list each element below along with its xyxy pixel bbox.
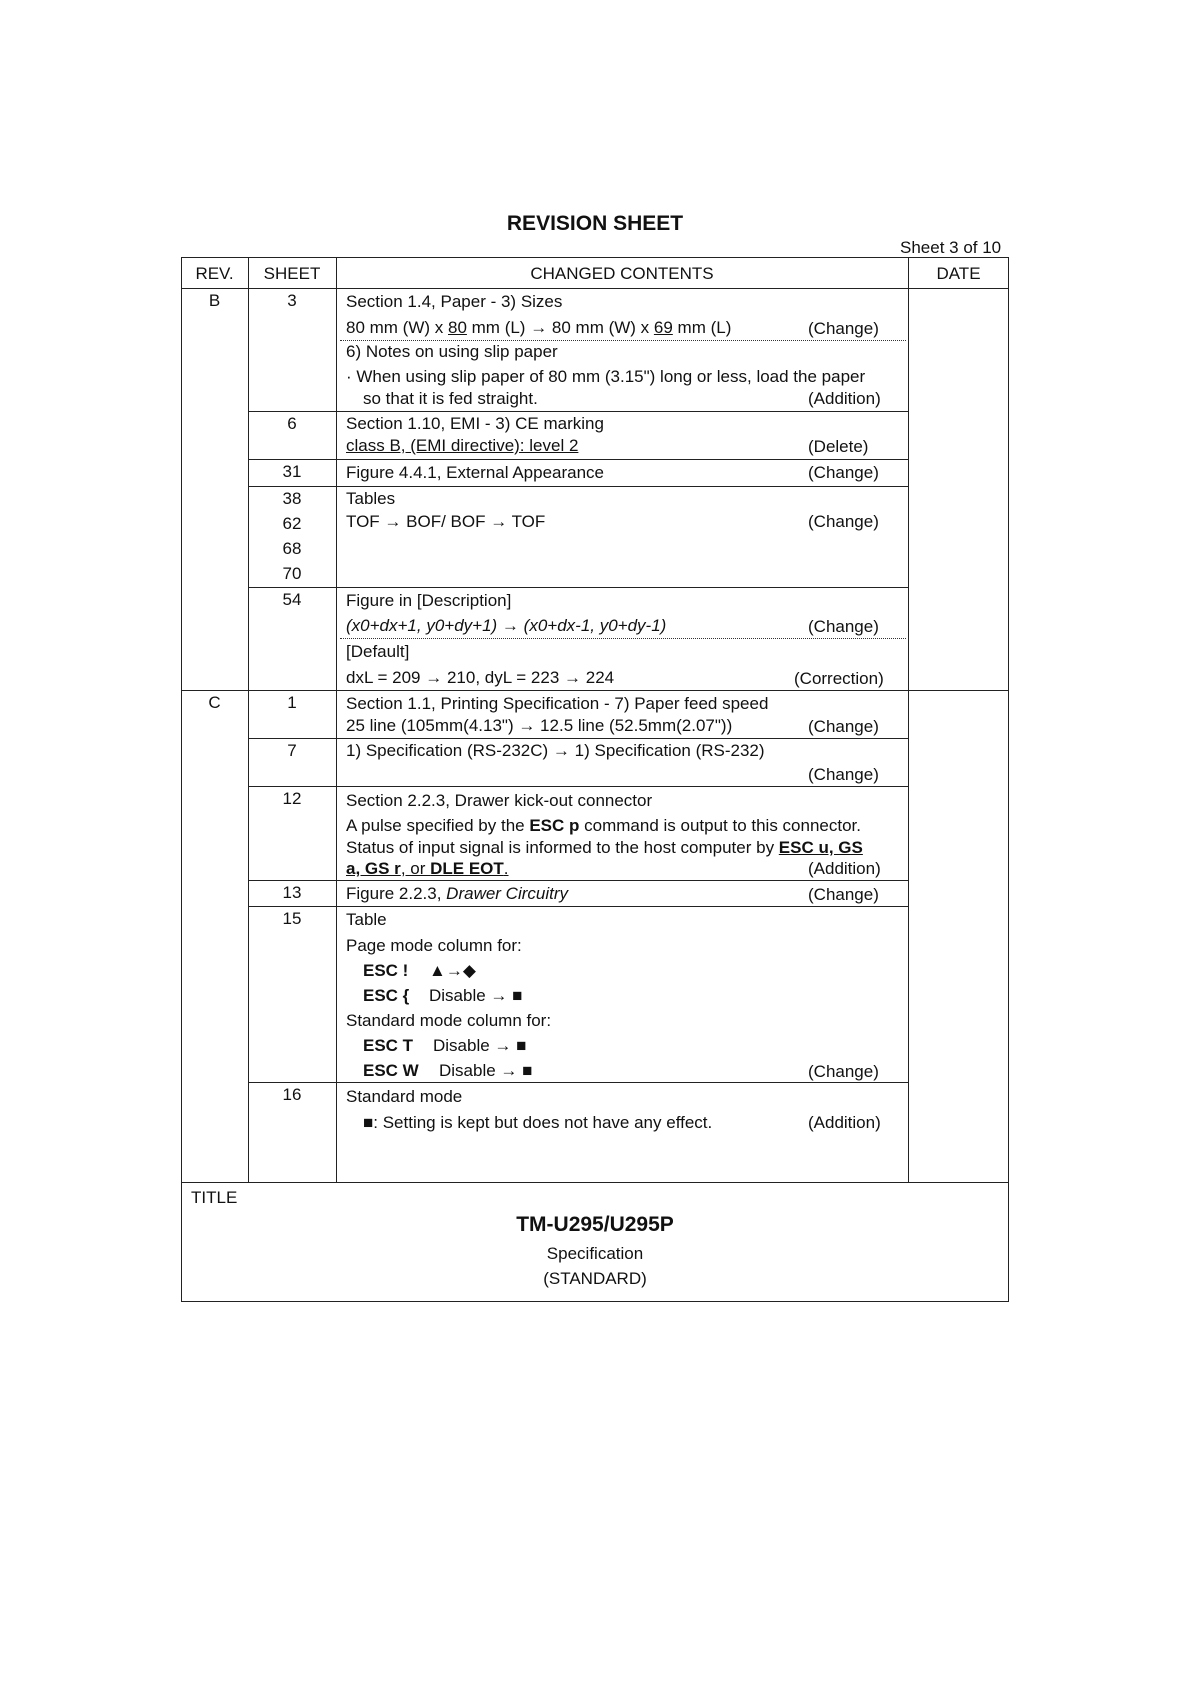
row-rule: [248, 880, 908, 881]
entry-text: [346, 838, 863, 858]
row-rule: [248, 1082, 908, 1083]
entry-text: Disable → ■: [439, 1061, 533, 1080]
entry-text: Standard mode: [346, 1087, 463, 1106]
entry-text: class B, (EMI directive): level 2: [346, 436, 579, 455]
entry-text: 6) Notes on using slip paper: [346, 342, 558, 361]
entry-text: [346, 318, 731, 338]
sheet-number-cell: 6: [287, 414, 297, 433]
entry-text: ▲→◆: [429, 961, 476, 980]
sheet-number-cell: 54: [282, 590, 302, 609]
sheet-number-cell: 3: [287, 291, 297, 310]
row-rule: [248, 738, 908, 739]
entry-text-part: Figure 2.2.3,: [346, 884, 447, 903]
command-name: ESC T: [363, 1036, 414, 1055]
figure-title: Drawer Circuitry: [446, 884, 569, 903]
entry-text: Section 1.4, Paper - 3) Sizes: [346, 292, 563, 311]
change-type-tag: (Addition): [808, 389, 881, 408]
change-type-tag: (Change): [808, 319, 879, 338]
change-type-tag: (Change): [808, 885, 879, 904]
sheet-number-cell: 7: [287, 741, 297, 760]
entry-text: TOF → BOF/ BOF → TOF: [346, 512, 546, 531]
rev-label-c: C: [208, 693, 221, 712]
sheet-number-cell: 70: [282, 564, 302, 583]
rev-column-divider: [248, 257, 249, 1182]
command-name: ESC u, GS: [778, 838, 863, 857]
sheet-number-cell: 12: [282, 789, 302, 808]
entry-text-underlined: 80: [448, 318, 467, 337]
model-name: TM-U295/U295P: [516, 1213, 674, 1236]
sheet-number-cell: 1: [287, 693, 297, 712]
sheet-number-cell: 13: [282, 883, 302, 902]
entry-text: (x0+dx+1, y0+dy+1) → (x0+dx-1, y0+dy-1): [346, 616, 667, 635]
revision-rule: [181, 690, 1009, 691]
row-rule: [248, 459, 908, 460]
sheet-column-divider: [336, 257, 337, 1182]
col-header-date: DATE: [936, 264, 981, 283]
entry-text: Section 1.1, Printing Specification - 7) Paper feed speed: [346, 694, 769, 713]
entry-text-part: mm (L) → 80 mm (W) x: [466, 318, 654, 337]
change-type-tag: (Correction): [794, 669, 884, 688]
command-name: ESC {: [363, 986, 410, 1005]
entry-text: Section 2.2.3, Drawer kick-out connector: [346, 791, 653, 810]
row-rule: [248, 486, 908, 487]
title-label: TITLE: [191, 1188, 238, 1207]
command-name: ESC !: [363, 961, 409, 980]
entry-text: · When using slip paper of 80 mm (3.15") long or less, load the paper: [346, 367, 866, 386]
change-type-tag: (Addition): [808, 859, 881, 878]
entry-text-part: A pulse specified by the: [346, 816, 530, 835]
entry-text-part: .: [503, 859, 509, 878]
change-type-tag: (Change): [808, 512, 879, 531]
change-type-tag: (Change): [808, 717, 879, 736]
entry-text: Section 1.10, EMI - 3) CE marking: [346, 414, 604, 433]
entry-text-part: command is output to this connector.: [579, 816, 862, 835]
date-column-divider: [908, 257, 909, 1182]
entry-text: dxL = 209 → 210, dyL = 223 → 224: [346, 668, 615, 687]
document-type: Specification: [546, 1244, 644, 1263]
change-type-tag: (Change): [808, 617, 879, 636]
entry-text: Figure in [Description]: [346, 591, 512, 610]
command-name: ESC p: [529, 816, 580, 835]
row-rule: [248, 786, 908, 787]
change-type-tag: (Addition): [808, 1113, 881, 1132]
col-header-changed-contents: CHANGED CONTENTS: [530, 264, 714, 283]
entry-text: Page mode column for:: [346, 936, 522, 955]
change-type-tag: (Change): [808, 765, 879, 784]
page-title: REVISION SHEET: [506, 212, 684, 235]
row-rule: [248, 411, 908, 412]
entry-text: [346, 816, 861, 836]
row-rule: [248, 906, 908, 907]
entry-text-part: mm (L): [672, 318, 732, 337]
sheet-number: Sheet 3 of 10: [900, 238, 1002, 257]
entry-text: [346, 859, 509, 879]
col-header-rev: REV.: [195, 264, 234, 283]
entry-text: Disable → ■: [433, 1036, 527, 1055]
entry-text: Figure 4.4.1, External Appearance: [346, 463, 604, 482]
entry-text-part: , or: [400, 859, 431, 878]
change-type-tag: (Change): [808, 1062, 879, 1081]
sheet-number-cell: 38: [282, 489, 302, 508]
dotted-separator: [340, 638, 906, 639]
entry-text: ■: Setting is kept but does not have any effect.: [363, 1113, 713, 1132]
entry-text: Disable → ■: [429, 986, 523, 1005]
header-rule: [181, 288, 1009, 289]
dotted-separator: [340, 340, 906, 341]
entry-text: [Default]: [346, 642, 410, 661]
sheet-number-cell: 62: [282, 514, 302, 533]
sheet-number-cell: 16: [282, 1085, 302, 1104]
entry-text: [346, 884, 568, 904]
row-rule: [248, 587, 908, 588]
sheet-number-cell: 31: [282, 462, 302, 481]
change-type-tag: (Change): [808, 463, 879, 482]
change-type-tag: (Delete): [808, 437, 869, 456]
sheet-number-cell: 68: [282, 539, 302, 558]
entry-text: Tables: [346, 489, 396, 508]
entry-text-part: Status of input signal is informed to the host computer by: [346, 838, 779, 857]
rev-label-b: B: [208, 291, 221, 310]
entry-text: so that it is fed straight.: [363, 389, 538, 408]
title-rule: [181, 1182, 1009, 1183]
col-header-sheet: SHEET: [263, 264, 321, 283]
document-edition: (STANDARD): [543, 1269, 647, 1288]
sheet-number-cell: 15: [282, 909, 302, 928]
entry-text: Table: [346, 910, 387, 929]
entry-text-part: 80 mm (W) x: [346, 318, 448, 337]
entry-text: 1) Specification (RS-232C) → 1) Specification (RS-232): [346, 741, 765, 760]
entry-text: 25 line (105mm(4.13") → 12.5 line (52.5mm(2.07")): [346, 716, 733, 735]
entry-text-underlined: 69: [653, 318, 673, 337]
command-name: a, GS r: [346, 859, 401, 878]
command-name: DLE EOT: [430, 859, 504, 878]
command-name: ESC W: [363, 1061, 419, 1080]
entry-text: Standard mode column for:: [346, 1011, 552, 1030]
